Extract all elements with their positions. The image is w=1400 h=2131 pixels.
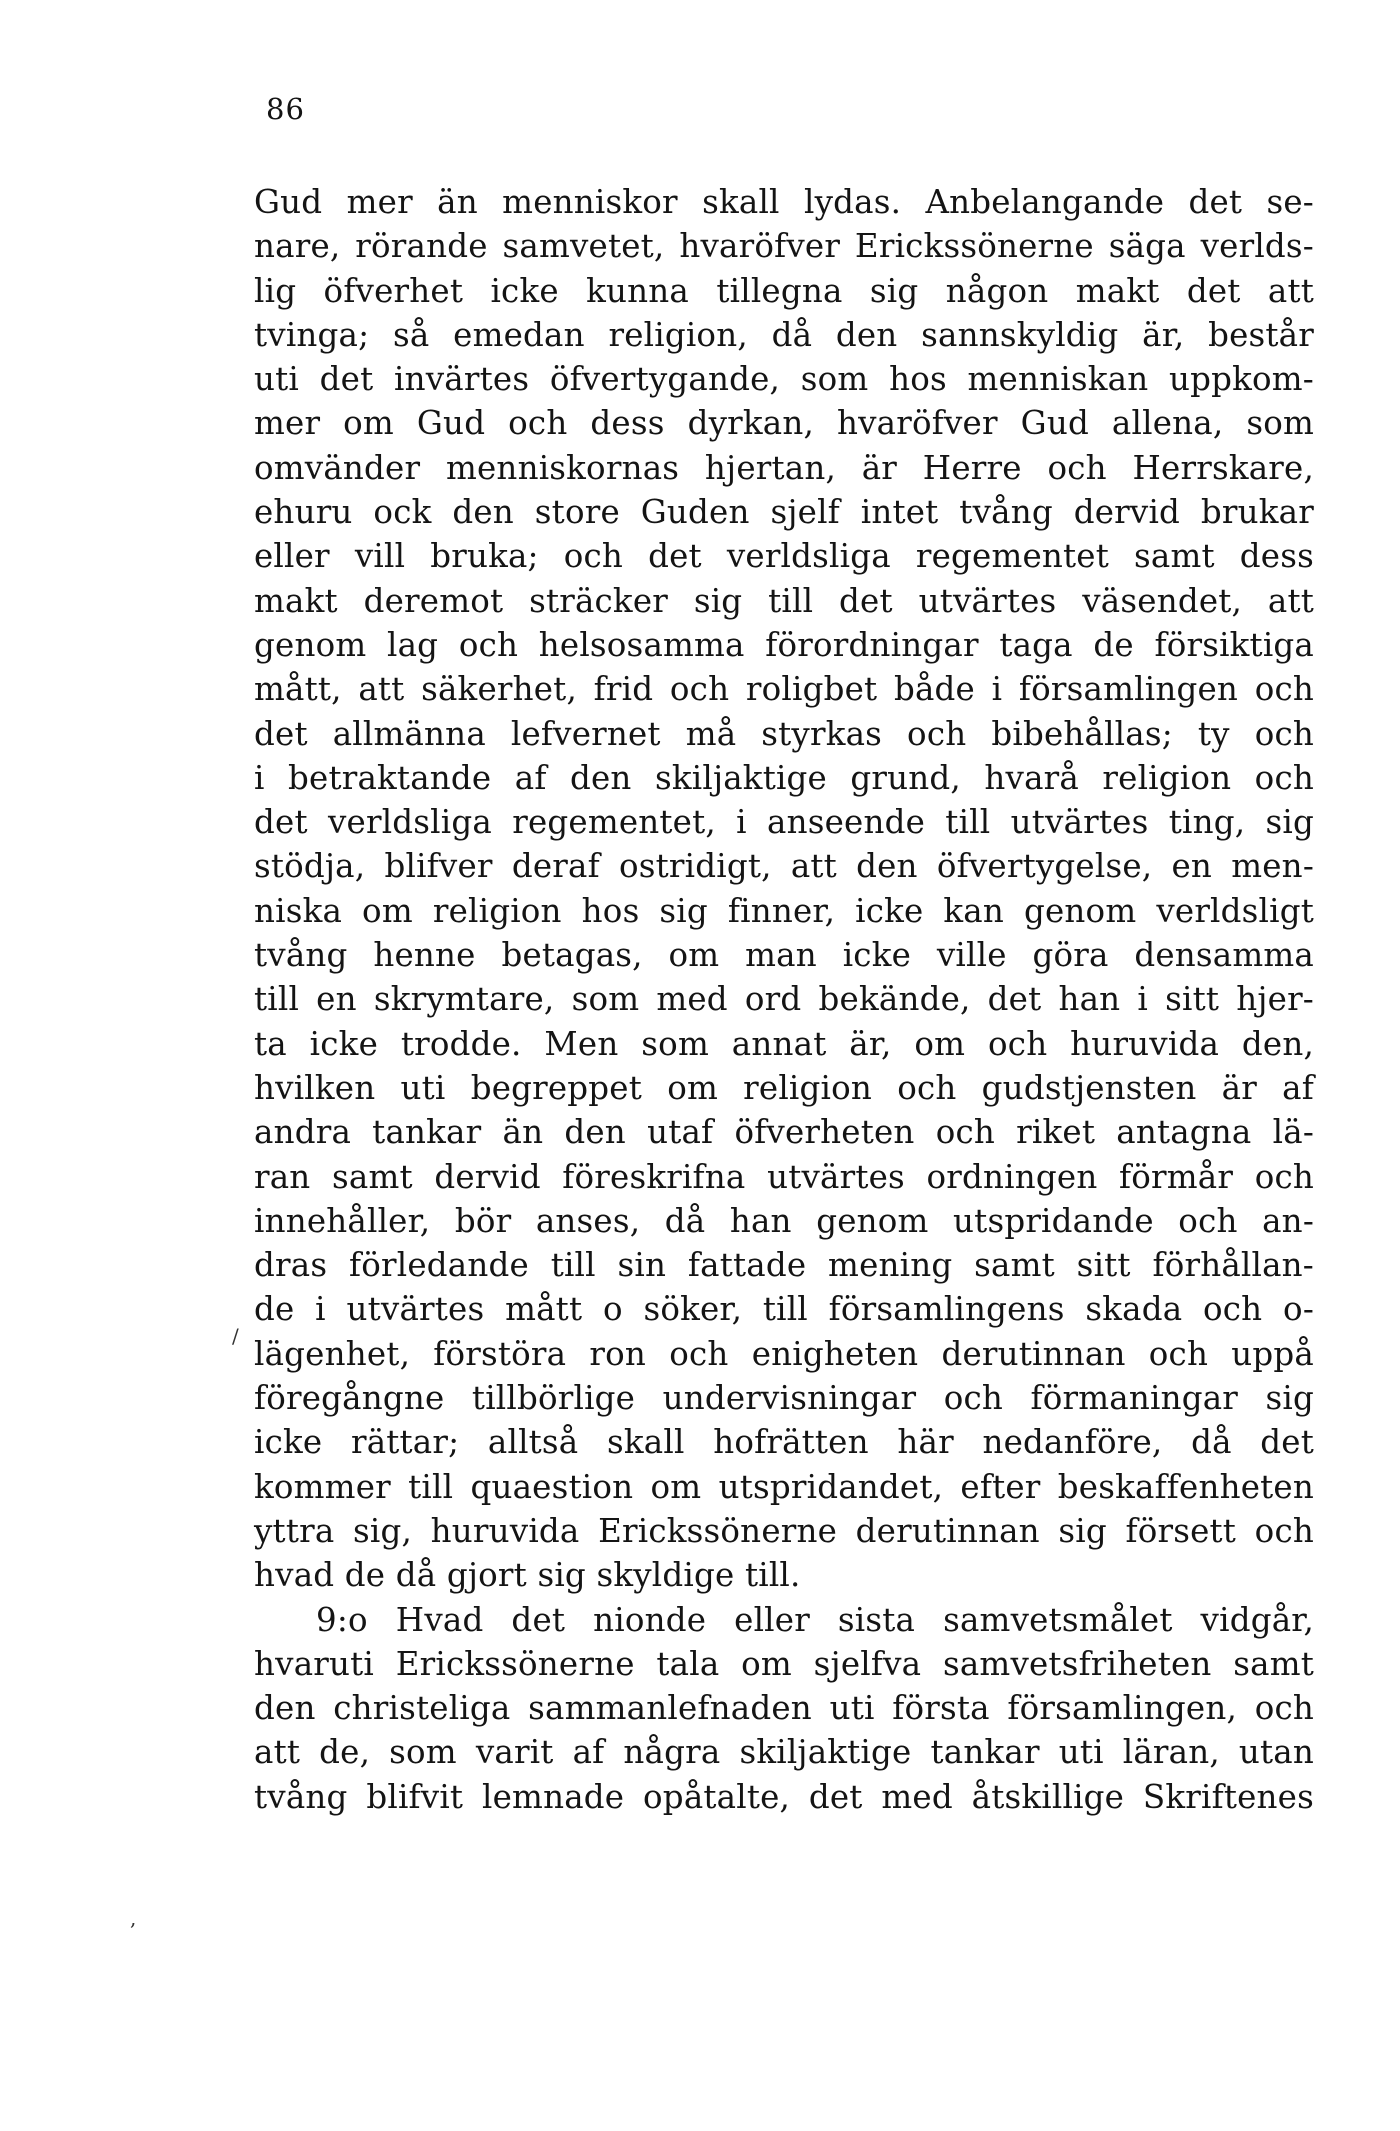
- text-line: innehåller, bör anses, då han genom utspridande och an-: [254, 1201, 1314, 1240]
- text-line: tvinga; så emedan religion, då den sannskyldig är, består: [254, 315, 1314, 354]
- text-line: genom lag och helsosamma förordningar taga de försiktiga: [254, 625, 1314, 664]
- body-text: [254, 180, 1314, 1819]
- text-line: lig öfverhet icke kunna tillegna sig någon makt det att: [254, 271, 1314, 310]
- text-line: att de, som varit af några skiljaktige tankar uti läran, utan: [254, 1733, 1314, 1772]
- text-line: det allmänna lefvernet må styrkas och bibehållas; ty och: [254, 714, 1314, 753]
- paragraph: [254, 1598, 1314, 1819]
- text-line: andra tankar än den utaf öfverheten och riket antagna lä-: [254, 1113, 1314, 1152]
- text-line: den christeliga sammanlefnaden uti första församlingen, och: [254, 1689, 1314, 1728]
- text-line: uti det invärtes öfvertygande, som hos menniskan uppkom-: [254, 360, 1314, 399]
- text-line: tvång blifvit lemnade opåtalte, det med åtskillige Skriftenes: [254, 1777, 1314, 1816]
- text-line: nare, rörande samvetet, hvaröfver Erickssönerne säga verlds-: [254, 227, 1314, 266]
- text-line: yttra sig, huruvida Erickssönerne derutinnan sig försett och: [254, 1511, 1314, 1550]
- text-line: Gud mer än menniskor skall lydas. Anbelangande det se-: [254, 183, 1314, 221]
- text-line: icke rättar; alltså skall hofrätten här nedanföre, då det: [254, 1423, 1314, 1462]
- text-line: i betraktande af den skiljaktige grund, hvarå religion och: [254, 758, 1314, 797]
- page-number: 86: [266, 92, 305, 126]
- text-line: hvilken uti begreppet om religion och gudstjensten är af: [254, 1068, 1314, 1107]
- text-line: till en skrymtare, som med ord bekände, det han i sitt hjer-: [254, 980, 1314, 1019]
- text-line: ran samt dervid föreskrifna utvärtes ordningen förmår och: [254, 1157, 1314, 1196]
- text-line: ehuru ock den store Guden sjelf intet tvång dervid brukar: [254, 493, 1314, 532]
- margin-mark: ,: [130, 1906, 137, 1930]
- margin-mark: /: [232, 1324, 239, 1348]
- text-line: lägenhet, förstöra ron och enigheten derutinnan och uppå: [254, 1334, 1314, 1373]
- text-line: de i utvärtes mått o söker, till församlingens skada och o-: [254, 1290, 1314, 1329]
- text-line: mer om Gud och dess dyrkan, hvaröfver Gud allena, som: [254, 404, 1314, 443]
- text-line: 9:o Hvad det nionde eller sista samvetsmålet vidgår,: [316, 1600, 1314, 1639]
- text-line: tvång henne betagas, om man icke ville göra densamma: [254, 936, 1314, 975]
- text-line: det verldsliga regementet, i anseende till utvärtes ting, sig: [254, 803, 1314, 842]
- text-line: stödja, blifver deraf ostridigt, att den öfvertygelse, en men-: [254, 847, 1314, 886]
- text-line: makt deremot sträcker sig till det utvärtes väsendet, att: [254, 581, 1314, 620]
- text-line: kommer till quaestion om utspridandet, efter beskaffenheten: [254, 1467, 1314, 1506]
- text-line: hvaruti Erickssönerne tala om sjelfva samvetsfriheten samt: [254, 1644, 1314, 1683]
- text-line: omvänder menniskornas hjertan, är Herre och Herrskare,: [254, 448, 1314, 487]
- text-line: ta icke trodde. Men som annat är, om och huruvida den,: [254, 1024, 1314, 1063]
- paragraph: [254, 180, 1314, 1598]
- text-line: hvad de då gjort sig skyldige till.: [254, 1556, 801, 1595]
- text-line: niska om religion hos sig finner, icke kan genom verldsligt: [254, 891, 1314, 930]
- text-line: eller vill bruka; och det verldsliga regementet samt dess: [254, 537, 1314, 576]
- text-line: föregångne tillbörlige undervisningar och förmaningar sig: [254, 1379, 1314, 1418]
- text-line: dras förledande till sin fattade mening samt sitt förhållan-: [254, 1246, 1314, 1285]
- text-line: mått, att säkerhet, frid och roligbet både i församlingen och: [254, 670, 1314, 709]
